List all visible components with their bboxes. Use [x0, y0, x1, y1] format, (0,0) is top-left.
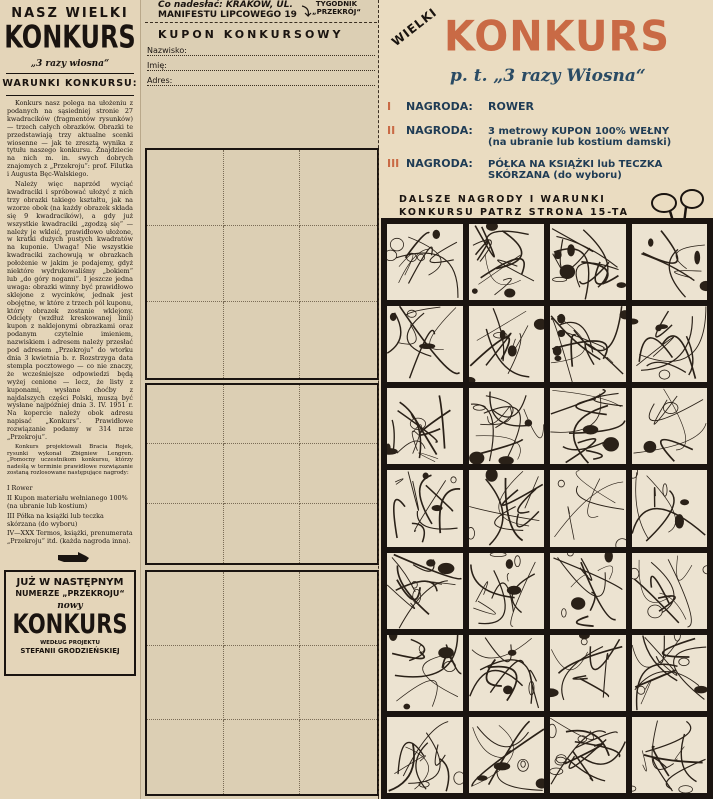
sketch-blob	[419, 645, 424, 652]
sketch-stroke	[650, 576, 669, 604]
sketch-blob	[702, 565, 707, 573]
puzzle-tile[interactable]	[387, 717, 463, 793]
prize-1	[387, 100, 534, 113]
sketch-stroke	[646, 362, 685, 372]
rules-paragraph: Należy więc naprzód wyciąć kwadraciki i spróbować ułożyć z nich trzy obrazki takiego kształtu, jak na wzorze obok (na każdy obrazek składa się 9 kwadracików), a gdy już wszystkie kwadraciki „zgodzą się“ — należy je wkleić, prawidłowo ułożone, w kratki dużych pustych kwadratów na kuponie. Uwaga! Nie wszystkie kwadraciki zachowują w obrazkach położenie w jakim je podajemy, gdyż niektóre wydrukowaliśmy „bokiem“ lub „do góry nogami“. I jeszcze jedna uwaga: obrazki winny być prawidłowo sklejone z wycinków, jednak jest obojętne, w które z trzech pól kuponu, który obrazek zostanie wklejony. Odcięty (wzdłuż kreskowanej linii) kupon z naklejonymi obrazkami oraz podanym czytelnie imieniem, nazwiskiem i adresem należy przesłać pod adresem „Przekroju“ do wtorku dnia 3 kwietnia b. r. Rozstrzyga data stempla pocztowego — co nie znaczy, że wcześniejsze odpowiedzi będą wyżej cenione — lecz, że listy z kuponami, wysłane choćby z najdalszych części Polski, muszą być wysłane najpóźniej dnia 3. IV. 1951 r. Na kopercie należy obok adresu napisać „Konkurs“. Prawidłowe rozwiązanie podamy w 314 nrze „Przekroju“.	[7, 180, 133, 442]
comic-panel-drawing	[469, 306, 545, 382]
sketch-blob	[387, 250, 397, 260]
more-line2: KONKURSU PATRZ STRONA 15-TA	[399, 207, 629, 218]
prize-value: ROWER	[488, 100, 534, 113]
sketch-stroke	[473, 601, 495, 614]
comic-panel-drawing	[550, 388, 626, 464]
sketch-stroke	[396, 680, 437, 706]
sketch-blob	[498, 457, 513, 465]
sketch-blob	[473, 405, 485, 410]
sketch-stroke	[635, 670, 675, 687]
sketch-blob	[486, 470, 497, 481]
sketch-blob	[555, 356, 561, 361]
sketch-blob	[632, 568, 639, 579]
prize-value-detail: (na ubranie lub kostium damski)	[488, 137, 672, 148]
sketch-blob	[500, 330, 505, 339]
puzzle-grid	[381, 218, 713, 799]
sketch-blob	[579, 635, 589, 639]
comic-panel-drawing	[387, 224, 463, 300]
comic-panel-drawing	[550, 635, 626, 711]
prize-label: NAGRODA:	[406, 124, 473, 137]
sketch-stroke	[399, 580, 448, 627]
rules-paragraph: Konkurs projektowali Bracia Rojek, rysunki wykonał Zbigniew Lengren. „Pomocny uczestnikom konkursu, którzy nadeślą w terminie prawidłowe rozwiązanie zostaną rozlosowane następujące nagrody:	[7, 443, 133, 477]
prize-label: NAGRODA:	[406, 157, 473, 170]
sketch-stroke	[417, 511, 457, 529]
sketch-blob	[423, 473, 428, 479]
puzzle-tile[interactable]	[632, 635, 708, 711]
comic-panel-drawing	[387, 306, 463, 382]
sketch-blob	[469, 377, 475, 382]
sketch-blob	[567, 553, 573, 556]
sketch-blob	[432, 506, 442, 511]
comic-panel-drawing	[469, 635, 545, 711]
sketch-stroke	[642, 231, 677, 263]
sketch-stroke	[632, 509, 705, 535]
sketch-stroke	[419, 453, 438, 462]
sketch-blob	[433, 230, 440, 239]
puzzle-tile[interactable]	[387, 388, 463, 464]
sketch-stroke	[577, 616, 594, 626]
sketch-stroke	[559, 323, 593, 353]
sketch-blob	[439, 647, 454, 657]
comic-panel-drawing	[632, 635, 708, 711]
sketch-blob	[558, 330, 565, 336]
sketch-blob	[700, 281, 707, 290]
comic-panel-drawing	[387, 635, 463, 711]
sketch-stroke	[430, 308, 456, 350]
sketch-stroke	[412, 524, 424, 543]
next-line4: KONKURS	[12, 609, 128, 639]
prize-label: NAGRODA:	[406, 100, 473, 113]
sketch-stroke	[517, 489, 535, 513]
sketch-stroke	[635, 473, 648, 540]
sketch-blob	[560, 265, 575, 278]
sketch-stroke	[392, 420, 394, 451]
sketch-stroke	[676, 245, 705, 269]
publisher	[312, 0, 361, 16]
sketch-blob	[490, 553, 506, 557]
paste-frame-3[interactable]	[145, 570, 379, 796]
comic-panel-drawing	[632, 224, 708, 300]
sketch-stroke	[642, 635, 676, 680]
sketch-stroke	[469, 507, 539, 521]
puzzle-tile[interactable]	[550, 717, 626, 793]
arrow-icon	[300, 4, 314, 20]
sketch-blob	[583, 426, 598, 435]
puzzle-tile[interactable]	[387, 470, 463, 546]
sketch-blob	[662, 484, 666, 496]
comic-panel-drawing	[387, 553, 463, 629]
sketch-blob	[678, 785, 692, 792]
sketch-blob	[536, 779, 544, 788]
send-line1: Co nadesłać: KRAKÓW, UL.	[158, 0, 293, 10]
sketch-stroke	[394, 500, 405, 538]
puzzle-tile[interactable]	[550, 388, 626, 464]
rules-title: KONKURS	[4, 18, 136, 56]
next-line2: NUMERZE „PRZEKROJU“	[15, 589, 125, 598]
sketch-blob	[438, 563, 454, 573]
sketch-stroke	[507, 573, 509, 581]
sketch-blob	[550, 688, 558, 696]
comic-panel-drawing	[632, 717, 708, 793]
sketch-blob	[616, 539, 626, 547]
comic-panel-drawing	[387, 388, 463, 464]
comic-panel-drawing	[550, 224, 626, 300]
prize-item: I Rower	[7, 483, 33, 492]
sketch-stroke	[653, 758, 672, 791]
sketch-stroke	[408, 472, 419, 511]
sketch-blob	[674, 635, 680, 641]
sketch-blob	[555, 251, 562, 259]
sketch-stroke	[430, 242, 457, 262]
sketch-stroke	[420, 411, 451, 436]
sketch-stroke	[654, 488, 655, 507]
prize-3	[387, 157, 662, 181]
more-info	[399, 193, 629, 219]
prize-num: III	[387, 157, 400, 170]
sketch-stroke	[641, 316, 692, 370]
sketch-blob	[469, 528, 475, 540]
sketch-stroke	[681, 734, 696, 782]
sketch-stroke	[646, 491, 674, 542]
sketch-stroke	[471, 638, 531, 658]
sketch-blob	[568, 245, 575, 256]
sketch-blob	[605, 553, 613, 562]
conditions-heading: WARUNKI KONKURSU:	[2, 78, 138, 89]
comic-panel-drawing	[550, 717, 626, 793]
puzzle-tile[interactable]	[469, 717, 545, 793]
sketch-blob	[694, 251, 699, 264]
prize-value: PÓŁKA NA KSIĄŻKI lub TECZKA	[488, 159, 663, 170]
prize-item: II Kupon materiału wełnianego 100% (na ubranie lub kostium)	[7, 493, 128, 510]
puzzle-tile[interactable]	[632, 388, 708, 464]
sketch-stroke	[563, 441, 607, 450]
sketch-blob	[506, 559, 513, 568]
sketch-blob	[503, 686, 512, 694]
first-name-field[interactable]: Imię:	[147, 61, 375, 71]
sketch-stroke	[660, 440, 692, 462]
sketch-stroke	[666, 759, 705, 789]
comic-panel-drawing	[387, 470, 463, 546]
comic-panel-drawing	[632, 306, 708, 382]
sketch-blob	[477, 776, 487, 781]
sketch-blob	[420, 344, 435, 349]
sketch-blob	[451, 477, 456, 483]
sketch-stroke	[674, 746, 684, 760]
sketch-blob	[508, 650, 516, 655]
puzzle-tile[interactable]	[387, 224, 463, 300]
sketch-blob	[643, 442, 655, 453]
paste-frame-1[interactable]	[145, 148, 379, 380]
sketch-blob	[637, 686, 645, 694]
prize-2	[387, 124, 671, 148]
comic-panel-drawing	[387, 717, 463, 793]
sketch-blob	[562, 608, 567, 617]
sketch-blob	[656, 325, 667, 329]
puzzle-tile[interactable]	[469, 470, 545, 546]
comic-panel-drawing	[632, 553, 708, 629]
rules-subtitle: „3 razy wiosna“	[30, 59, 110, 69]
puzzle-tile[interactable]	[550, 306, 626, 382]
sketch-blob	[680, 500, 688, 505]
sketch-blob	[571, 597, 585, 609]
next-contest-box	[4, 570, 136, 676]
sketch-stroke	[524, 477, 537, 509]
sketch-stroke	[392, 652, 424, 659]
sketch-blob	[390, 238, 403, 251]
puzzle-tile[interactable]	[632, 470, 708, 546]
sketch-stroke	[568, 507, 574, 540]
comic-panel-drawing	[469, 388, 545, 464]
puzzle-tile[interactable]	[550, 553, 626, 629]
sketch-stroke	[663, 389, 685, 450]
comic-panel-drawing	[550, 470, 626, 546]
sketch-blob	[514, 555, 520, 566]
sketch-blob	[604, 438, 619, 452]
puzzle-tile[interactable]	[387, 553, 463, 629]
puzzle-tile[interactable]	[550, 635, 626, 711]
pointing-hand-icon	[56, 550, 90, 564]
sketch-stroke	[497, 260, 533, 281]
sketch-blob	[486, 224, 497, 230]
puzzle-tile[interactable]	[632, 553, 708, 629]
sketch-stroke	[395, 479, 403, 485]
sketch-stroke	[594, 394, 623, 406]
sketch-blob	[387, 444, 390, 453]
puzzle-tile[interactable]	[632, 306, 708, 382]
sketch-blob	[617, 283, 626, 288]
comic-panel-drawing	[469, 224, 545, 300]
comic-panel-drawing	[632, 388, 708, 464]
sketch-blob	[390, 313, 396, 320]
send-address	[158, 0, 297, 20]
next-line5: WEDŁUG PROJEKTU	[40, 640, 100, 646]
sketch-stroke	[646, 476, 675, 533]
sketch-blob	[632, 786, 636, 791]
sketch-blob	[507, 586, 521, 594]
sketch-stroke	[440, 759, 449, 791]
sketch-blob	[520, 761, 525, 767]
comic-panel-drawing	[632, 470, 708, 546]
puzzle-tile[interactable]	[469, 635, 545, 711]
prize-list	[0, 483, 140, 550]
sketch-stroke	[639, 307, 706, 362]
sketch-stroke	[656, 635, 664, 663]
divider	[6, 73, 134, 74]
wielki-label: WIELKI	[389, 5, 440, 50]
sketch-blob	[678, 658, 688, 666]
cut-line	[145, 22, 377, 23]
publisher-line2: „PRZEKRÓJ“	[312, 8, 361, 16]
sketch-blob	[494, 762, 510, 769]
sketch-stroke	[586, 451, 602, 460]
sketch-blob	[550, 768, 563, 775]
sketch-blob	[454, 772, 463, 784]
contest-subtitle: p. t. „3 razy Wiosna“	[450, 66, 646, 86]
sketch-stroke	[480, 259, 524, 278]
next-line1: JUŻ W NASTĘPNYM	[16, 577, 124, 588]
sketch-blob	[389, 635, 397, 641]
sketch-stroke	[472, 727, 501, 757]
sketch-blob	[525, 420, 532, 426]
sketch-stroke	[475, 581, 487, 601]
sketch-stroke	[397, 565, 429, 614]
send-line2: MANIFESTU LIPCOWEGO 19	[158, 10, 297, 20]
sketch-blob	[550, 724, 556, 738]
sketch-blob	[504, 289, 514, 297]
comic-panel-drawing	[469, 717, 545, 793]
sketch-blob	[620, 311, 625, 319]
rules-column	[0, 0, 141, 799]
sketch-blob	[675, 515, 683, 529]
puzzle-tile[interactable]	[387, 635, 463, 711]
address-field[interactable]: Adres:	[147, 76, 375, 86]
sketch-stroke	[571, 575, 588, 587]
puzzle-tile[interactable]	[632, 717, 708, 793]
comic-panel-drawing	[550, 306, 626, 382]
puzzle-tile[interactable]	[469, 224, 545, 300]
prize-item: IV—XXX Termos, książki, prenumerata „Przekroju“ itd. (każda nagroda inna).	[7, 529, 133, 546]
next-line3: nowy	[57, 601, 83, 611]
sketch-blob	[553, 346, 561, 355]
sketch-stroke	[652, 746, 668, 776]
sketch-stroke	[652, 720, 674, 769]
sketch-blob	[508, 346, 516, 356]
sketch-blob	[558, 481, 564, 488]
sketch-blob	[534, 319, 544, 329]
rules-heading: NASZ WIELKI	[11, 6, 129, 21]
prize-value: 3 metrowy KUPON 100% WEŁNY	[488, 126, 670, 137]
sketch-blob	[404, 704, 410, 709]
comic-panel-drawing	[469, 470, 545, 546]
puzzle-tile[interactable]	[469, 553, 545, 629]
prize-num: II	[387, 124, 396, 137]
more-line1: DALSZE NAGRODY I WARUNKI	[399, 194, 606, 205]
sketch-stroke	[576, 486, 624, 509]
rules-text	[0, 96, 140, 483]
sketch-stroke	[655, 311, 671, 337]
prize-num: I	[387, 100, 392, 113]
sketch-stroke	[554, 482, 623, 537]
sketch-blob	[659, 370, 670, 379]
paste-frame-2[interactable]	[145, 383, 379, 565]
puzzle-tile[interactable]	[469, 306, 545, 382]
contest-title: KONKURS	[444, 12, 671, 62]
puzzle-tile[interactable]	[550, 224, 626, 300]
prize-item: III Półka na książki lub teczka skórzana (do wyboru)	[7, 511, 104, 528]
comic-panel-drawing	[469, 553, 545, 629]
sketch-blob	[632, 319, 638, 324]
sketch-stroke	[420, 476, 432, 525]
puzzle-tile[interactable]	[387, 306, 463, 382]
coupon-title: KUPON KONKURSOWY	[158, 28, 344, 41]
sketch-blob	[427, 559, 436, 566]
sketch-blob	[581, 638, 587, 644]
rules-paragraph: Konkurs nasz polega na ułożeniu z podanych na sąsiedniej stronie 27 kwadracików (fragmentów rysunków) — trzech całych obrazków. Obrazki te przedstawiają trzy aktualne scenki wiosenne — jak te zresztą wynika z tytułu naszego konkursu. Znajdziecie na nich m. in. swych dobrych znajomych z „Przekroju“: prof. Filutka i Augusta Bęc-Walskiego.	[7, 99, 133, 179]
sketch-blob	[472, 289, 477, 294]
comic-panel-drawing	[550, 553, 626, 629]
sketch-stroke	[440, 489, 460, 533]
prize-value-detail: SKÓRZANA (do wyboru)	[488, 170, 622, 181]
puzzle-tile[interactable]	[632, 224, 708, 300]
sketch-stroke	[676, 555, 691, 580]
sketch-blob	[558, 314, 565, 323]
sketch-blob	[694, 686, 707, 693]
publisher-line1: TYGODNIK	[315, 0, 358, 8]
surname-field[interactable]: Nazwisko:	[147, 46, 375, 56]
sketch-stroke	[574, 306, 622, 350]
sketch-stroke	[642, 750, 646, 771]
next-line6: STEFANII GRODZIEŃSKIEJ	[20, 647, 120, 655]
sketch-stroke	[439, 396, 444, 449]
sketch-stroke	[668, 559, 691, 627]
puzzle-tile[interactable]	[469, 388, 545, 464]
sketch-blob	[648, 239, 653, 247]
puzzle-tile[interactable]	[550, 470, 626, 546]
sketch-blob	[469, 452, 483, 464]
